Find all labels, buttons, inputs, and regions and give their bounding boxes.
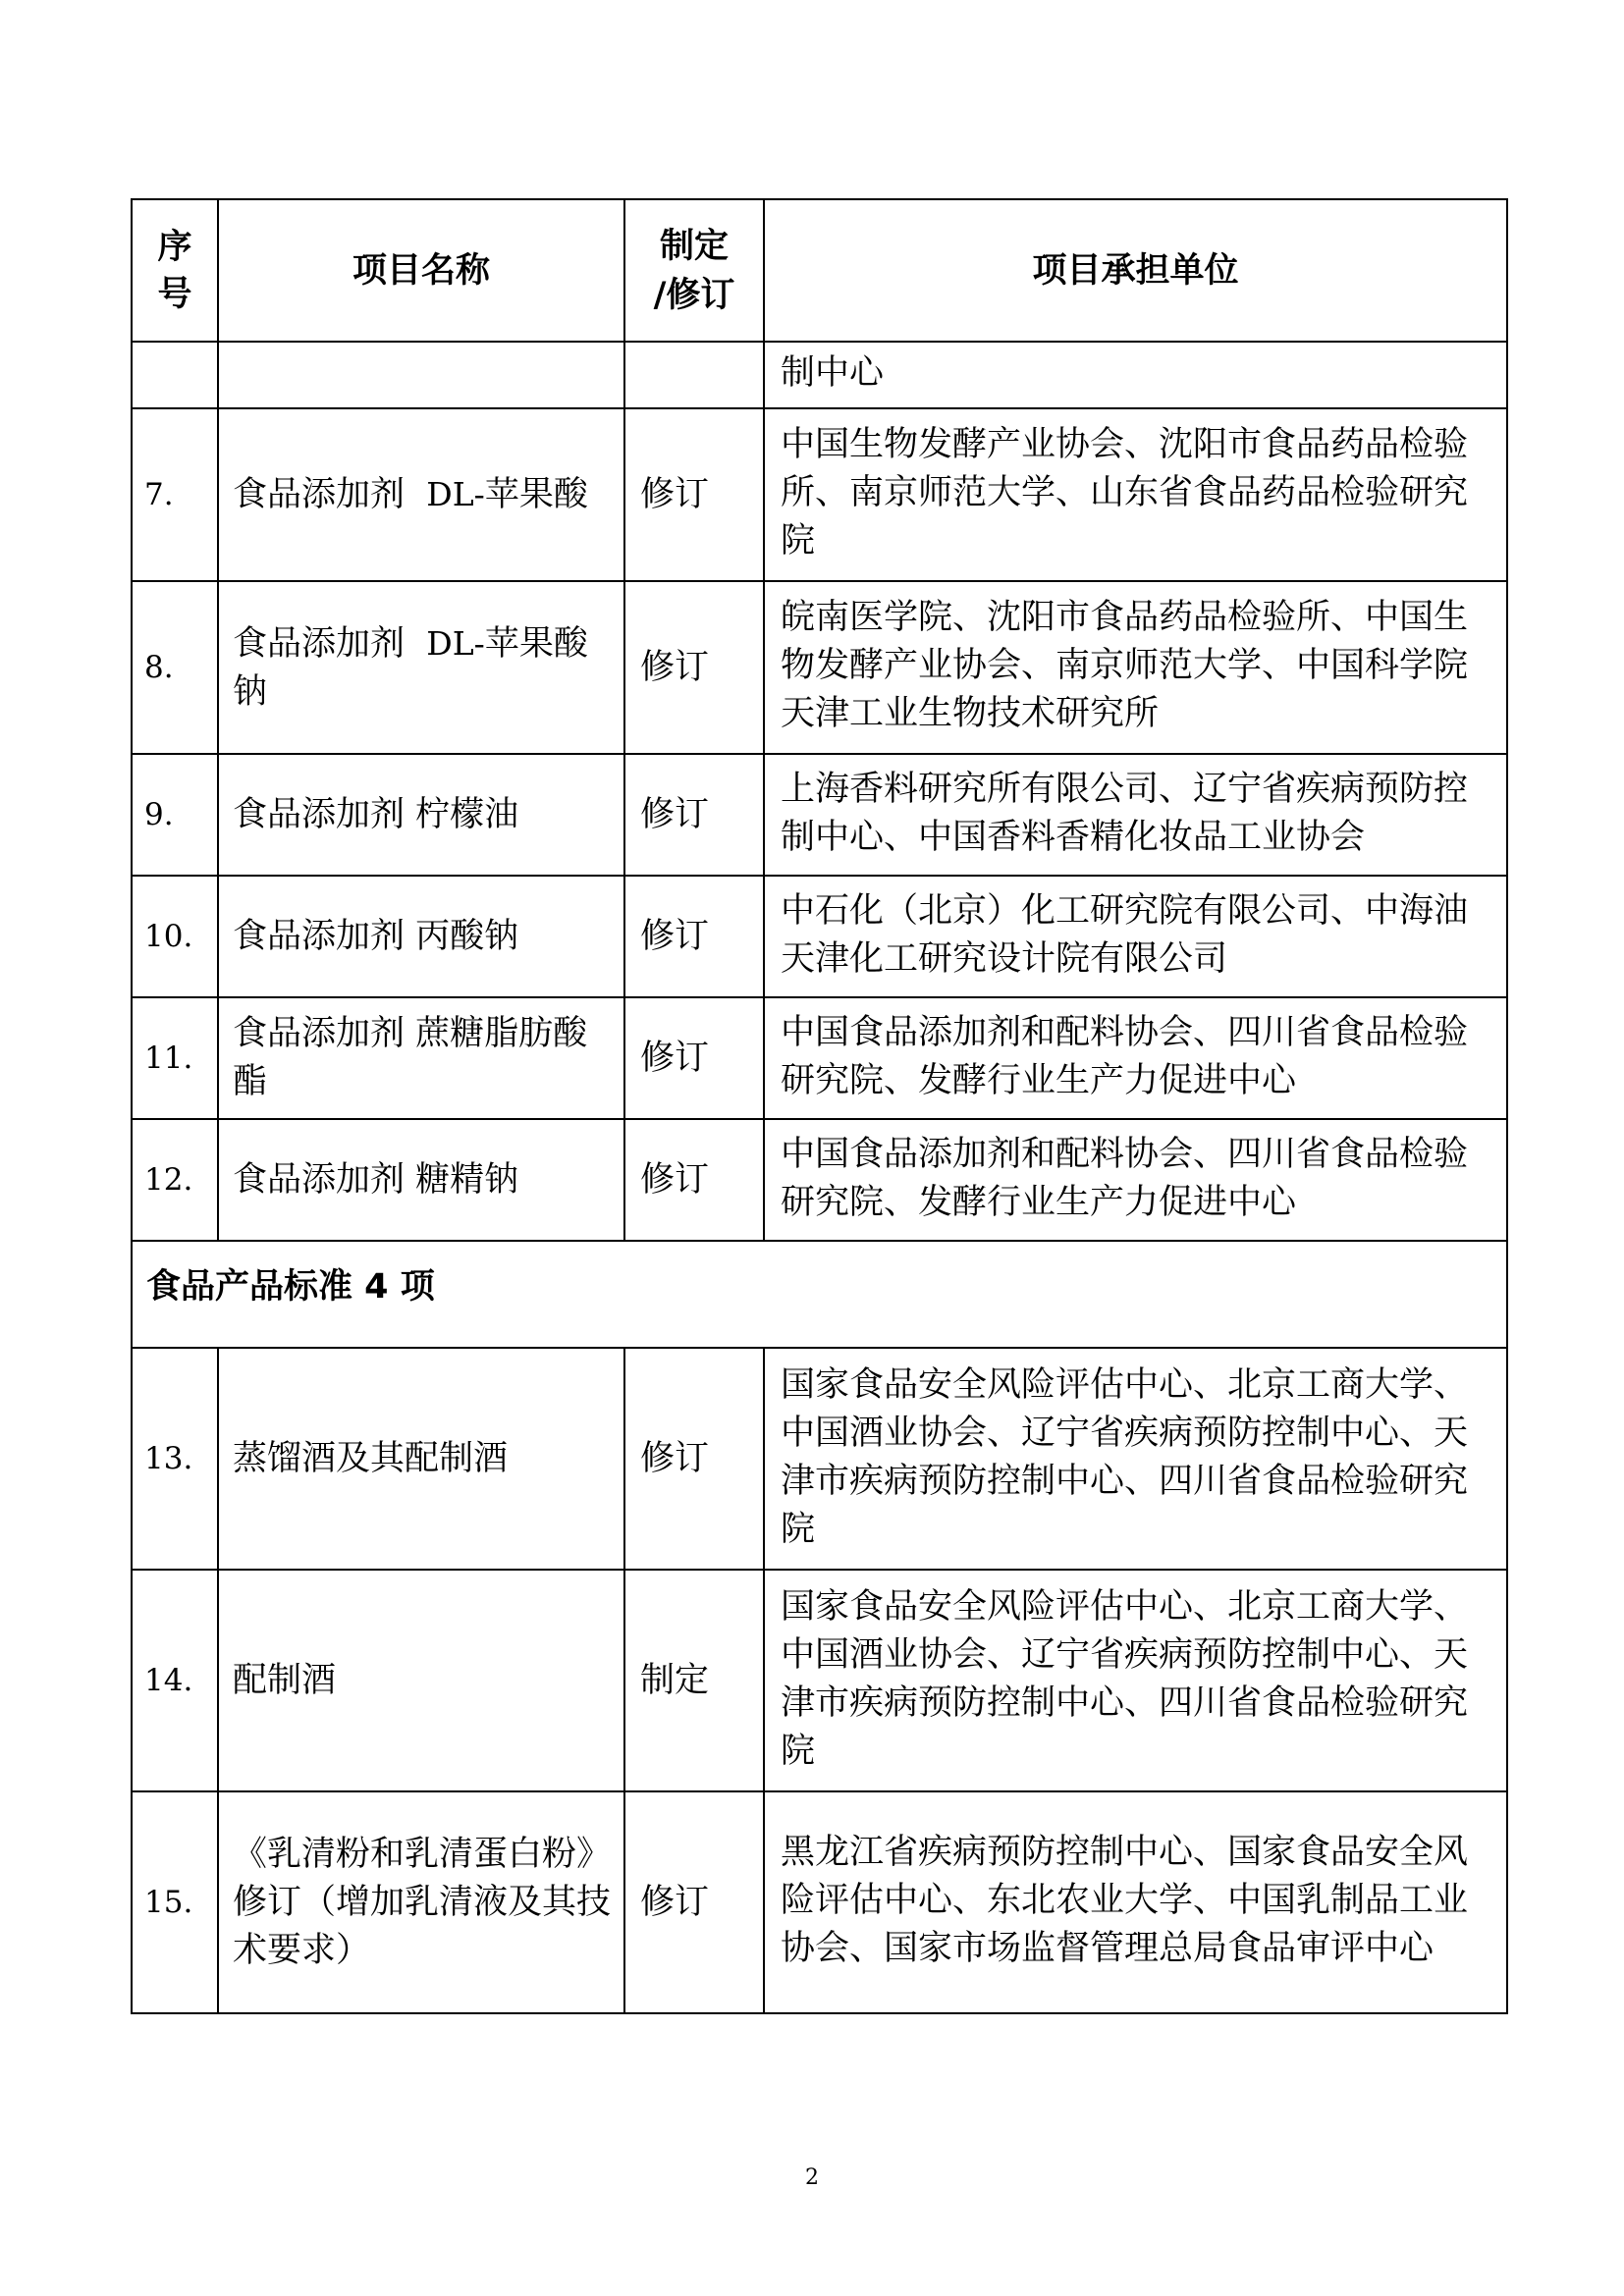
header-type: 制定 /修订: [624, 199, 764, 342]
table-row: [132, 1119, 1507, 1241]
cell-number: 9.: [132, 754, 218, 876]
page-number: 2: [805, 2165, 819, 2190]
cell-unit: 中国食品添加剂和配料协会、四川省食品检验研究院、发酵行业生产力促进中心: [764, 1119, 1507, 1241]
header-project-name: 项目名称: [218, 199, 624, 342]
header-number: 序 号: [132, 199, 218, 342]
cell-number: 8.: [132, 581, 218, 754]
cell-name: 《乳清粉和乳清蛋白粉》修订（增加乳清液及其技术要求）: [218, 1791, 624, 2013]
table-row: [132, 1570, 1507, 1791]
cell-unit: 制中心: [764, 342, 1507, 408]
cell-name: 蒸馏酒及其配制酒: [218, 1348, 624, 1570]
cell-name: 食品添加剂 柠檬油: [218, 754, 624, 876]
cell-type: 制定: [624, 1570, 764, 1791]
cell-type: [624, 342, 764, 408]
cell-unit: 中国食品添加剂和配料协会、四川省食品检验研究院、发酵行业生产力促进中心: [764, 997, 1507, 1119]
cell-type: 修订: [624, 1791, 764, 2013]
table-row: [132, 408, 1507, 581]
cell-unit: 中石化（北京）化工研究院有限公司、中海油天津化工研究设计院有限公司: [764, 876, 1507, 997]
table-row: [132, 581, 1507, 754]
cell-name: 食品添加剂 丙酸钠: [218, 876, 624, 997]
cell-type: 修订: [624, 1119, 764, 1241]
header-responsible-unit: 项目承担单位: [764, 199, 1507, 342]
table-row: [132, 876, 1507, 997]
table-row: [132, 754, 1507, 876]
cell-type: 修订: [624, 876, 764, 997]
section-row: [132, 1241, 1507, 1348]
cell-name: [218, 342, 624, 408]
cell-number: 7.: [132, 408, 218, 581]
section-title: 食品产品标准 4 项: [146, 1267, 435, 1307]
table-row: [132, 997, 1507, 1119]
table-row-continuation: [132, 342, 1507, 408]
section-title-cell: [132, 1241, 1507, 1348]
cell-number: 11.: [132, 997, 218, 1119]
table-row: [132, 1791, 1507, 2013]
cell-unit: 上海香料研究所有限公司、辽宁省疾病预防控制中心、中国香料香精化妆品工业协会: [764, 754, 1507, 876]
cell-unit: 国家食品安全风险评估中心、北京工商大学、中国酒业协会、辽宁省疾病预防控制中心、天津市疾病预防控制中心、四川省食品检验研究院: [764, 1570, 1507, 1791]
cell-number: 10.: [132, 876, 218, 997]
cell-number: [132, 342, 218, 408]
cell-name: 配制酒: [218, 1570, 624, 1791]
cell-type: 修订: [624, 408, 764, 581]
cell-name: 食品添加剂 DL-苹果酸: [218, 408, 624, 581]
cell-type: 修订: [624, 754, 764, 876]
table-row: [132, 1348, 1507, 1570]
cell-type: 修订: [624, 581, 764, 754]
cell-type: 修订: [624, 1348, 764, 1570]
cell-type: 修订: [624, 997, 764, 1119]
cell-unit: 国家食品安全风险评估中心、北京工商大学、中国酒业协会、辽宁省疾病预防控制中心、天津市疾病预防控制中心、四川省食品检验研究院: [764, 1348, 1507, 1570]
cell-number: 15.: [132, 1791, 218, 2013]
cell-unit: 中国生物发酵产业协会、沈阳市食品药品检验所、南京师范大学、山东省食品药品检验研究院: [764, 408, 1507, 581]
cell-unit: 黑龙江省疾病预防控制中心、国家食品安全风险评估中心、东北农业大学、中国乳制品工业协会、国家市场监督管理总局食品审评中心: [764, 1791, 1507, 2013]
cell-unit: 皖南医学院、沈阳市食品药品检验所、中国生物发酵产业协会、南京师范大学、中国科学院天津工业生物技术研究所: [764, 581, 1507, 754]
cell-name: 食品添加剂 蔗糖脂肪酸酯: [218, 997, 624, 1119]
cell-name: 食品添加剂 DL-苹果酸钠: [218, 581, 624, 754]
cell-number: 12.: [132, 1119, 218, 1241]
table-header-row: [132, 199, 1507, 342]
cell-number: 14.: [132, 1570, 218, 1791]
standards-table: [131, 198, 1508, 2014]
cell-number: 13.: [132, 1348, 218, 1570]
cell-name: 食品添加剂 糖精钠: [218, 1119, 624, 1241]
